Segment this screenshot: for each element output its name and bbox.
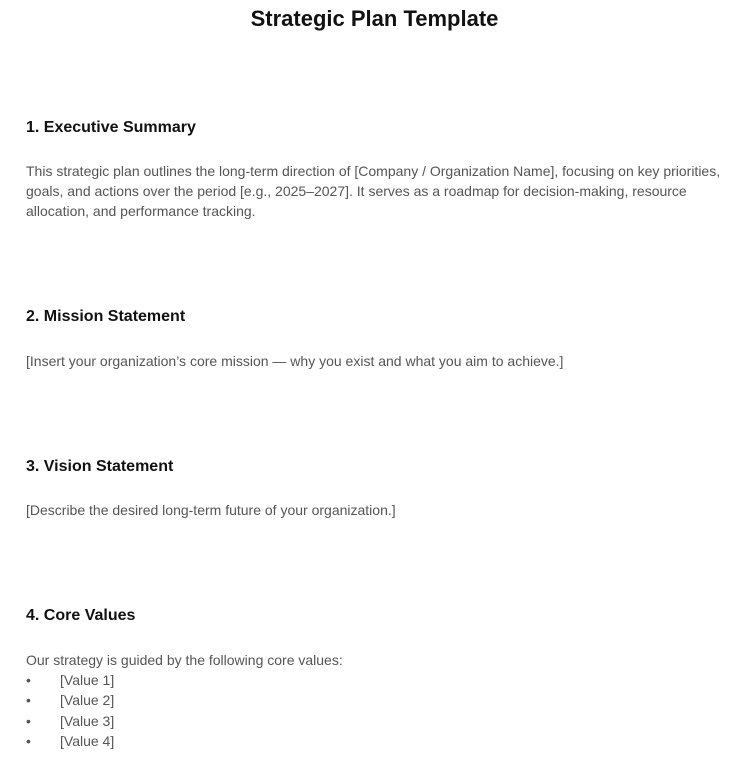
bullet-icon: • bbox=[26, 692, 31, 709]
section-heading-vision-statement: 3. Vision Statement bbox=[26, 458, 174, 475]
section-heading-executive-summary: 1. Executive Summary bbox=[26, 119, 196, 136]
list-item bbox=[26, 731, 114, 751]
mission-statement-text: [Insert your organization’s core mission — why you exist and what you aim to achieve.] bbox=[26, 353, 564, 369]
core-value-label: [Value 3] bbox=[60, 712, 115, 729]
core-values-intro-text: Our strategy is guided by the following core values: bbox=[26, 652, 343, 668]
list-item bbox=[26, 690, 114, 710]
list-item bbox=[26, 711, 114, 731]
executive-summary-text: This strategic plan outlines the long-term direction of [Company / Organization Name], focusing on key priorities, goals, and actions over the period [e.g., 2025–2027]. It serves as a roadmap for decision-making, resource allocation, and performance tracking. bbox=[26, 163, 721, 219]
section-heading-mission-statement: 2. Mission Statement bbox=[26, 308, 186, 325]
vision-statement-text: [Describe the desired long-term future of your organization.] bbox=[26, 502, 396, 518]
bullet-icon: • bbox=[26, 712, 31, 729]
list-item bbox=[26, 670, 114, 690]
core-value-label: [Value 2] bbox=[60, 692, 115, 709]
core-value-label: [Value 1] bbox=[60, 672, 115, 688]
page-title: Strategic Plan Template bbox=[250, 6, 499, 31]
core-value-label: [Value 4] bbox=[60, 733, 115, 750]
core-values-list bbox=[26, 670, 114, 752]
bullet-icon: • bbox=[26, 672, 31, 688]
section-heading-core-values: 4. Core Values bbox=[26, 607, 136, 624]
bullet-icon: • bbox=[26, 733, 31, 750]
